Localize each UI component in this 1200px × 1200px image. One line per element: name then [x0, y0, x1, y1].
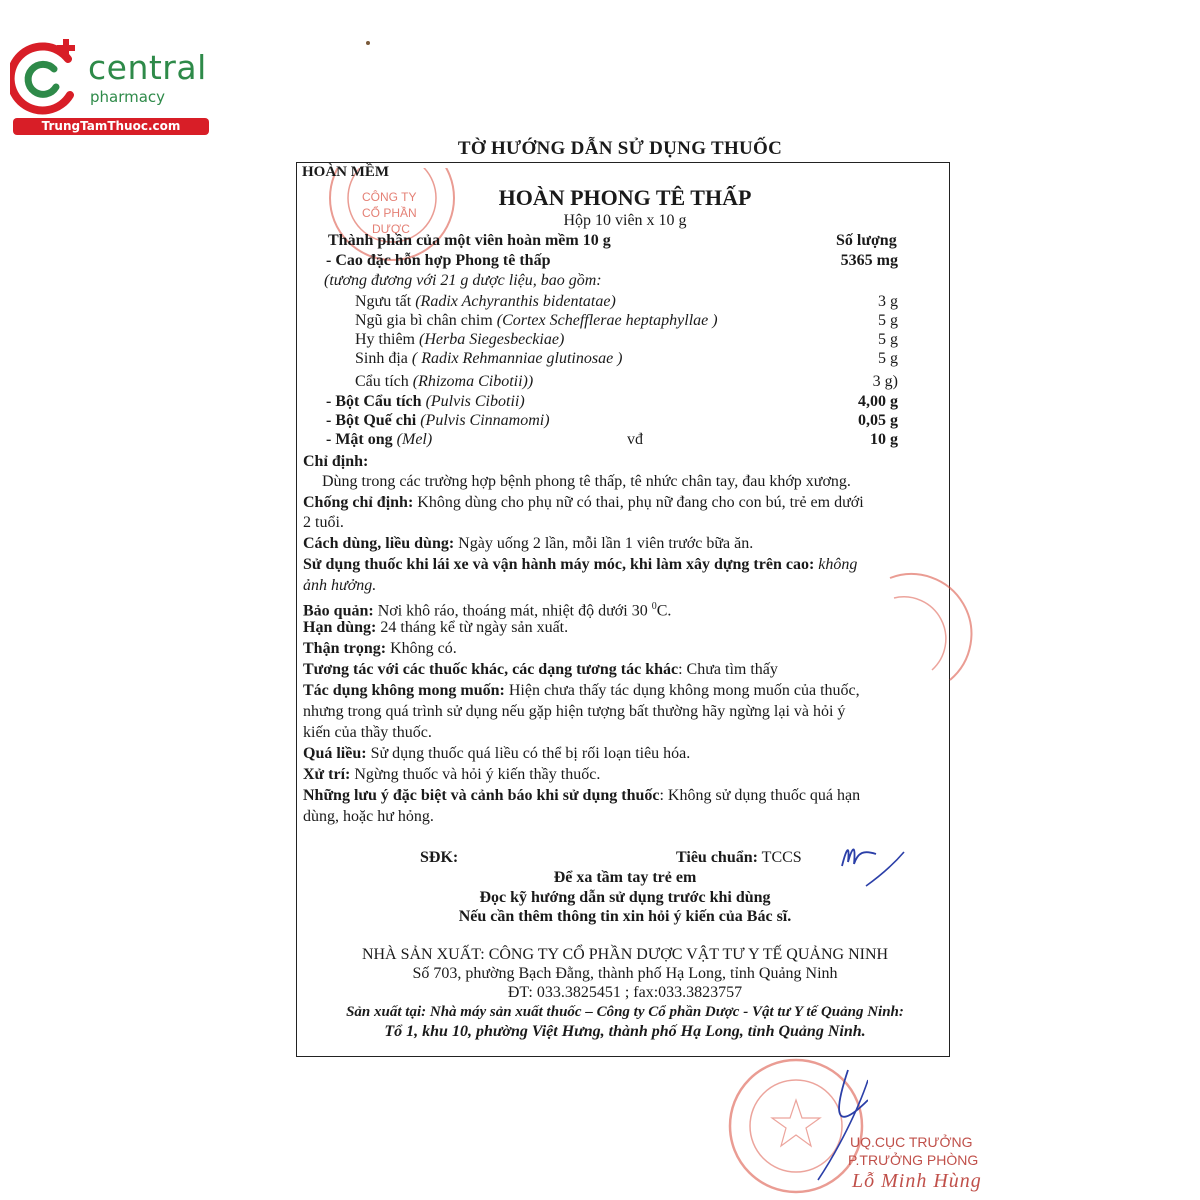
indication-label: Chỉ định: — [303, 453, 369, 470]
approval-title-1: UQ.CỤC TRƯỞNG — [850, 1134, 973, 1150]
approval-signature-name: Lỗ Minh Hùng — [852, 1170, 982, 1192]
indication-text: Dùng trong các trường hợp bệnh phong tê thấp, tê nhức chân tay, đau khớp xương. — [322, 473, 851, 490]
ingredient-row: - Bột Quế chi (Pulvis Cinnamomi) — [326, 412, 550, 429]
form-label: HOÀN MỀM — [302, 164, 390, 180]
caution-line: Thận trọng: Không có. — [303, 640, 457, 657]
equivalent-note: (tương đương với 21 g dược liệu, bao gồm: — [324, 272, 602, 289]
logo-emblem-icon — [10, 35, 90, 120]
registration-label: SĐK: — [420, 849, 459, 866]
ingredient-qty: 10 g — [870, 431, 898, 448]
herb-qty: 3 g — [878, 293, 898, 310]
ingredient-qty: 0,05 g — [858, 412, 898, 429]
composition-header: Thành phần của một viên hoàn mềm 10 g — [328, 232, 611, 249]
extract-qty: 5365 mg — [840, 252, 898, 269]
extract-name: - Cao đặc hỗn hợp Phong tê thấp — [326, 252, 551, 269]
packaging-text: Hộp 10 viên x 10 g — [563, 212, 687, 229]
standard-line: Tiêu chuẩn: TCCS — [676, 849, 802, 866]
herb-row: Ngũ gia bì chân chim (Cortex Schefflerae heptaphyllae ) — [355, 312, 718, 329]
driving-line: Sử dụng thuốc khi lái xe và vận hành máy móc, khi làm xây dựng trên cao: không — [303, 556, 858, 573]
herb-qty: 5 g — [878, 312, 898, 329]
doctor-warning: Nếu cần thêm thông tin xin hỏi ý kiến của Bác sĩ. — [458, 908, 792, 925]
read-warning: Đọc kỹ hướng dẫn sử dụng trước khi dùng — [479, 889, 771, 906]
driving-line-2: ảnh hưởng. — [303, 577, 377, 594]
storage-line: Bảo quản: Nơi khô ráo, thoáng mát, nhiệt độ dưới 30 $^0$C. — [303, 601, 672, 620]
herb-row: Hy thiêm (Herba Siegesbeckiae) — [355, 331, 565, 348]
logo-brand-text: central — [88, 48, 207, 87]
contraindication-line: Chống chỉ định: Không dùng cho phụ nữ có thai, phụ nữ đang cho con bú, trẻ em dưới — [303, 494, 864, 511]
stamp-text-company: CÔNG TY — [362, 190, 417, 204]
warning-line: Những lưu ý đặc biệt và cảnh báo khi sử dụng thuốc: Không sử dụng thuốc quá hạn — [303, 787, 861, 804]
overdose-line: Quá liều: Sử dụng thuốc quá liều có thể bị rối loạn tiêu hóa. — [303, 745, 691, 762]
expiry-line: Hạn dùng: 24 tháng kể từ ngày sản xuất. — [303, 619, 569, 636]
interaction-line: Tương tác với các thuốc khác, các dạng tương tác khác: Chưa tìm thấy — [303, 661, 778, 678]
quantity-header: Số lượng — [836, 232, 897, 249]
phone-line: ĐT: 033.3825451 ; fax:033.3823757 — [507, 984, 743, 1001]
approval-stamp-partial-icon — [880, 570, 980, 700]
ingredient-qty: 4,00 g — [858, 393, 898, 410]
ministry-stamp-icon — [718, 1030, 868, 1195]
side-effect-line: Tác dụng không mong muốn: Hiện chưa thấy tác dụng không mong muốn của thuốc, — [303, 682, 860, 699]
herb-qty: 3 g) — [872, 373, 898, 390]
side-effect-line-3: kiến của thầy thuốc. — [303, 724, 432, 741]
factory-line: Sản xuất tại: Nhà máy sản xuất thuốc – Công ty Cổ phần Dược - Vật tư Y tế Quảng Ninh: — [346, 1004, 904, 1020]
logo-sub-text: pharmacy — [90, 88, 166, 106]
document-heading: TỜ HƯỚNG DẪN SỬ DỤNG THUỐC — [457, 138, 783, 159]
herb-row: Sinh địa ( Radix Rehmanniae glutinosae ) — [355, 350, 623, 367]
stamp-text-duoc: DƯỢC — [372, 222, 410, 236]
approval-title-2: P.TRƯỞNG PHÒNG — [848, 1152, 979, 1168]
herb-qty: 5 g — [878, 331, 898, 348]
treatment-line: Xử trí: Ngừng thuốc và hỏi ý kiến thầy thuốc. — [303, 766, 601, 783]
dosage-line: Cách dùng, liều dùng: Ngày uống 2 lần, mỗi lần 1 viên trước bữa ăn. — [303, 535, 754, 552]
logo-website-bar: TrungTamThuoc.com — [13, 118, 209, 135]
side-effect-line-2: nhưng trong quá trình sử dụng nếu gặp hiện tượng bất thường hãy ngừng lại và hỏi ý — [303, 703, 846, 720]
ingredient-row: - Mật ong (Mel) — [326, 431, 433, 448]
speck-mark — [366, 41, 370, 45]
address-line: Số 703, phường Bạch Đằng, thành phố Hạ Long, tỉnh Quảng Ninh — [412, 965, 838, 982]
factory-line-2: Tổ 1, khu 10, phường Việt Hưng, thành phố Hạ Long, tỉnh Quảng Ninh. — [384, 1023, 866, 1040]
herb-row: Cẩu tích (Rhizoma Cibotii)) — [355, 373, 534, 390]
contraindication-line-2: 2 tuổi. — [303, 514, 344, 531]
herb-row: Ngưu tất (Radix Achyranthis bidentatae) — [355, 293, 616, 310]
warning-line-2: dùng, hoặc hư hỏng. — [303, 808, 434, 825]
ingredient-vd: vđ — [627, 431, 643, 448]
child-warning: Để xa tầm tay trẻ em — [553, 869, 697, 886]
ingredient-row: - Bột Cẩu tích (Pulvis Cibotii) — [326, 393, 525, 410]
stamp-text-cophan: CỔ PHẦN — [362, 206, 417, 220]
product-title: HOÀN PHONG TÊ THẤP — [498, 185, 752, 210]
herb-qty: 5 g — [878, 350, 898, 367]
manufacturer-line: NHÀ SẢN XUẤT: CÔNG TY CỔ PHẦN DƯỢC VẬT TƯ Y TẾ QUẢNG NINH — [361, 946, 889, 963]
